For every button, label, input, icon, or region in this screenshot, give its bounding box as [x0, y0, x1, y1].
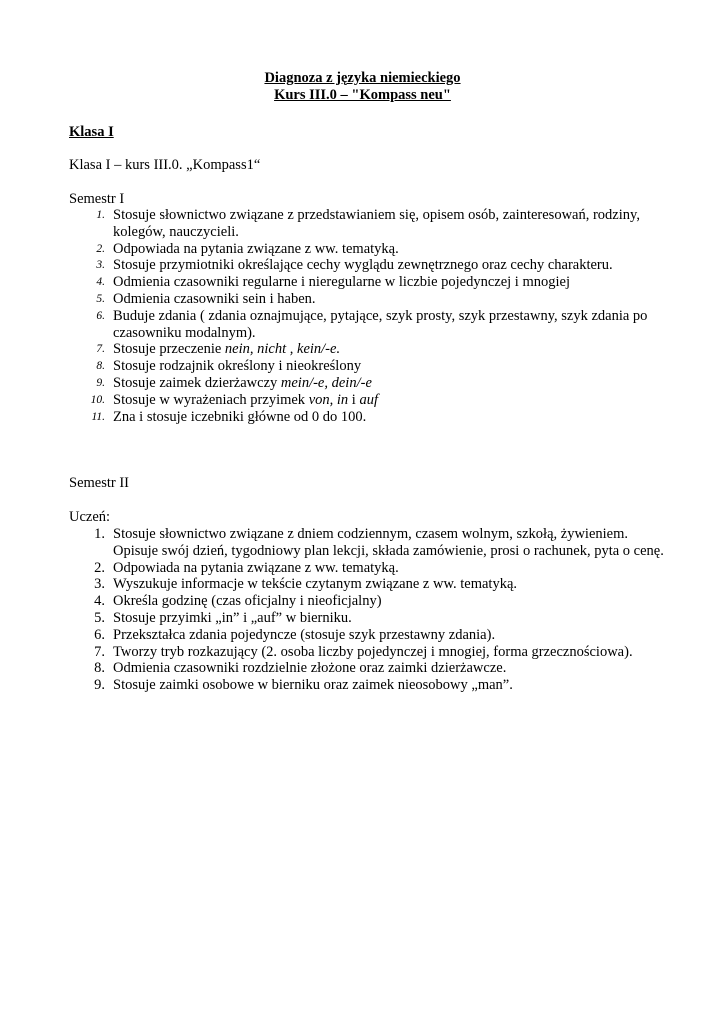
list-item-number: 3.: [94, 576, 105, 593]
list-item-number: 10.: [90, 393, 105, 406]
list-item-text: Odpowiada na pytania związane z ww. tematyką.: [113, 559, 399, 576]
list-item: [69, 358, 669, 375]
list-item-text: Odmienia czasowniki sein i haben.: [113, 290, 316, 307]
list-item-number: 2.: [94, 559, 105, 576]
list-item: [69, 644, 669, 661]
list-item: [69, 677, 669, 694]
list-item: [69, 409, 669, 426]
list-item-text: Określa godzinę (czas oficjalny i nieoficjalny): [113, 593, 382, 610]
list-item-number: 11.: [91, 410, 105, 423]
list-item: [69, 526, 669, 560]
list-item-text: Tworzy tryb rozkazujący (2. osoba liczby pojedynczej i mnogiej, forma grzecznościowa).: [113, 643, 633, 660]
list-item-text-prefix: Stosuje zaimek dzierżawczy: [113, 374, 281, 391]
list-item-number: 3.: [96, 259, 105, 272]
list-item: [69, 341, 669, 358]
list-item-text: Odmienia czasowniki rozdzielnie złożone oraz zaimki dzierżawcze.: [113, 660, 507, 677]
list-item-text: Stosuje przyimki „in” i „auf” w bierniku.: [113, 609, 352, 626]
list-item: [69, 392, 669, 409]
class-heading: Klasa I: [69, 124, 114, 140]
list-item-number: 6.: [96, 309, 105, 322]
list-item-text: Stosuje słownictwo związane z przedstawianiem się, opisem osób, zainteresowań, rodziny, kolegów, nauczycieli.: [113, 207, 640, 240]
list-item-text: Odmienia czasowniki regularne i nieregularne w liczbie pojedynczej i mnogiej: [113, 274, 570, 291]
semester-1-list: [69, 207, 669, 425]
list-item: [69, 627, 669, 644]
student-label: Uczeń:: [69, 509, 111, 525]
list-item-number: 6.: [94, 626, 105, 643]
list-item-text: Buduje zdania ( zdania oznajmujące, pytające, szyk prosty, szyk przestawny, szyk zdania po czasowniku modalnym).: [113, 307, 648, 341]
list-item-number: 4.: [94, 593, 105, 610]
list-item-number: 9.: [96, 376, 105, 389]
course-title: Kurs III.0 – "Kompass neu": [274, 87, 451, 103]
semester-2-label: Semestr II: [69, 475, 129, 491]
document-title: Diagnoza z języka niemieckiego: [264, 70, 461, 86]
list-item-text-italic: von, in: [308, 391, 349, 408]
list-item: [69, 257, 669, 274]
list-item-text-middle: i: [348, 391, 360, 408]
list-item-number: 4.: [96, 276, 105, 289]
list-item-number: 1.: [94, 526, 105, 542]
list-item: [69, 308, 669, 342]
list-item: [69, 610, 669, 627]
list-item-number: 8.: [96, 360, 105, 373]
list-item-number: 9.: [94, 677, 105, 694]
list-item: [69, 241, 669, 258]
semester-2-list: [69, 526, 669, 694]
list-item-text: Stosuje przymiotniki określające cechy wyglądu zewnętrznego oraz cechy charakteru.: [113, 257, 613, 274]
list-item: [69, 274, 669, 291]
list-item-number: 5.: [94, 609, 105, 626]
list-item: [69, 593, 669, 610]
list-item-text-prefix: Stosuje w wyrażeniach przyimek: [113, 391, 309, 408]
semester-1-label: Semestr I: [69, 191, 125, 207]
list-item-number: 7.: [94, 643, 105, 660]
list-item: [69, 207, 669, 241]
list-item-number: 5.: [96, 292, 105, 305]
list-item-text: Stosuje rodzajnik określony i nieokreślony: [113, 358, 362, 375]
list-item-number: 1.: [96, 209, 105, 221]
course-line: Klasa I – kurs III.0. „Kompass1“: [69, 157, 261, 173]
list-item: [69, 291, 669, 308]
list-item-text: Wyszukuje informacje w tekście czytanym związane z ww. tematyką.: [113, 576, 518, 593]
list-item-text-italic: mein/-e, dein/-e: [280, 374, 372, 391]
list-item-text: Odpowiada na pytania związane z ww. tematyką.: [113, 240, 399, 257]
list-item-text: Stosuje zaimki osobowe w bierniku oraz zaimek nieosobowy „man”.: [113, 677, 513, 694]
list-item: [69, 560, 669, 577]
list-item: [69, 660, 669, 677]
list-item-text-prefix: Stosuje przeczenie: [113, 341, 225, 358]
list-item: [69, 375, 669, 392]
list-item: [69, 576, 669, 593]
list-item-text: Zna i stosuje iczebniki główne od 0 do 100.: [113, 408, 367, 425]
list-item-text-italic-2: auf: [359, 391, 378, 408]
list-item-text: Przekształca zdania pojedyncze (stosuje szyk przestawny zdania).: [113, 626, 496, 643]
list-item-number: 7.: [96, 343, 105, 356]
list-item-text-italic: nein, nicht , kein/-e.: [224, 341, 341, 358]
list-item-text: Stosuje słownictwo związane z dniem codziennym, czasem wolnym, szkołą, żywieniem. Opisuje swój dzień, tygodniowy plan lekcji, składa zamówienie, prosi o rachunek, pyta o cenę.: [113, 526, 664, 559]
list-item-number: 2.: [96, 242, 105, 255]
list-item-number: 8.: [94, 660, 105, 677]
